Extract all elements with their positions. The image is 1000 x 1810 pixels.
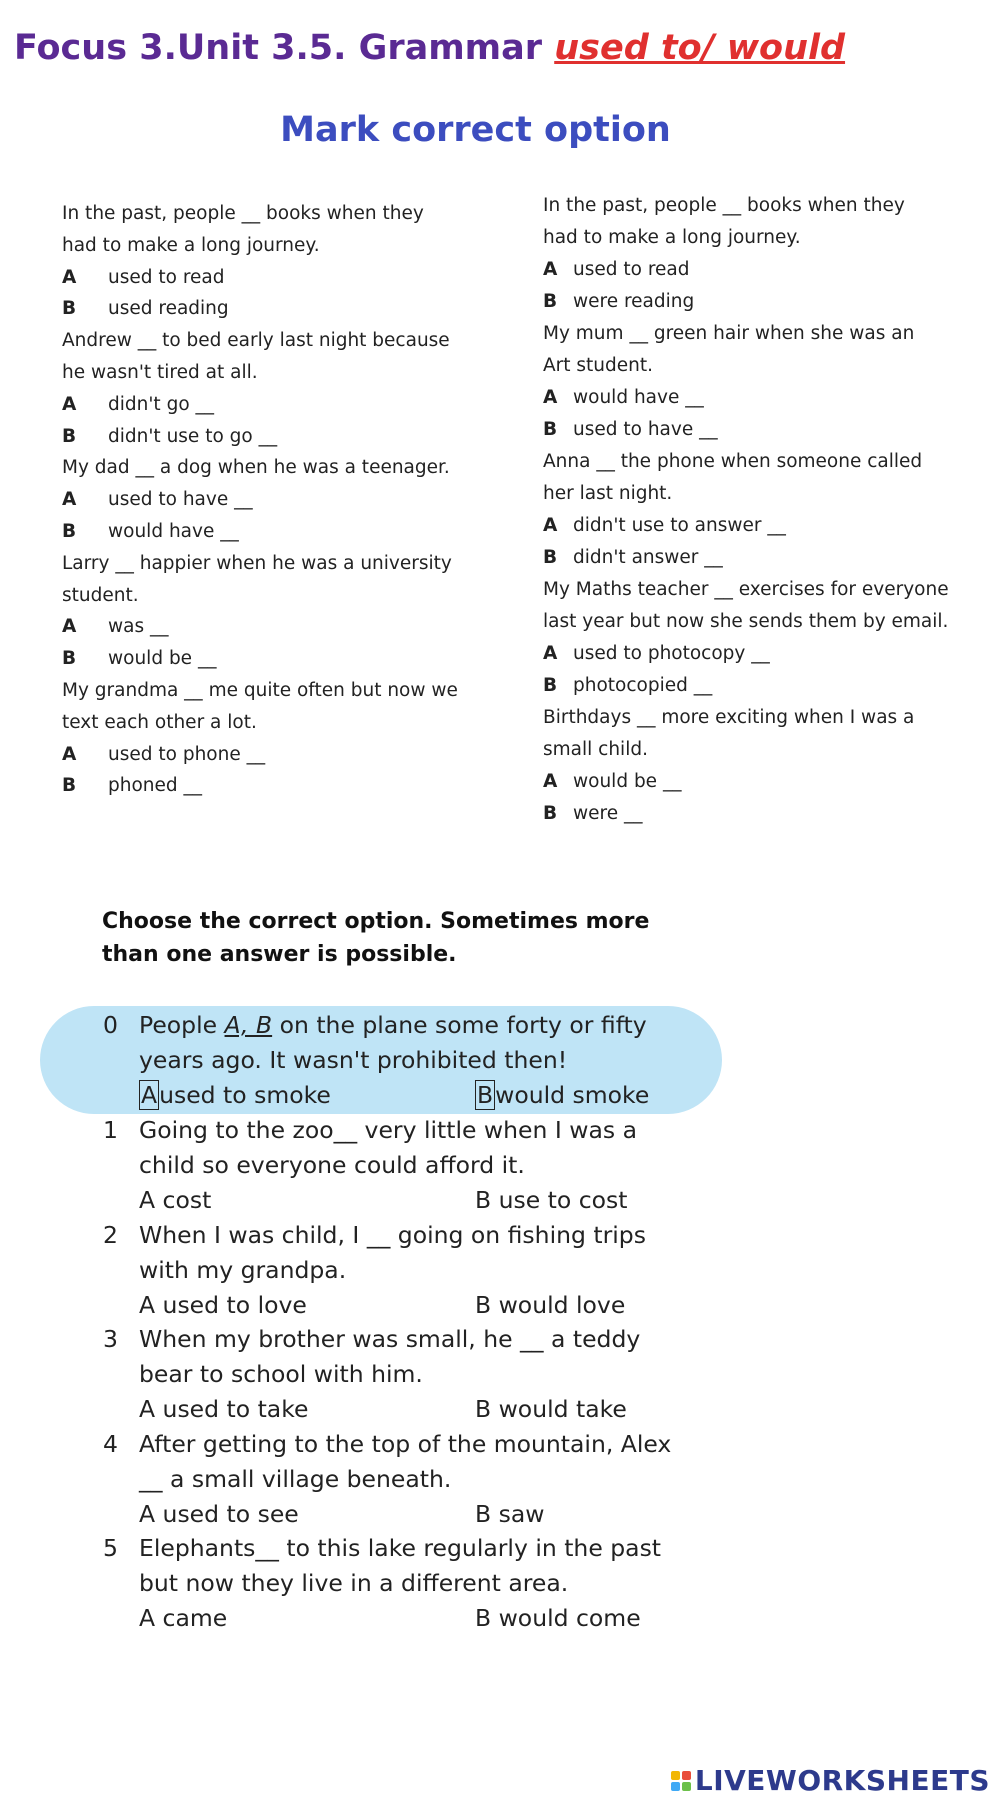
option-letter-box: A: [141, 1081, 158, 1109]
page-subtitle: Mark correct option: [280, 110, 671, 150]
option-letter: A: [62, 393, 77, 415]
option-letter-box: B: [477, 1081, 494, 1109]
option-b[interactable]: B saw: [475, 1499, 545, 1528]
option-text: didn't answer __: [573, 547, 723, 568]
item-question-line: years ago. It wasn't prohibited then!: [139, 1046, 568, 1074]
option-letter: B: [62, 298, 77, 320]
option-a[interactable]: A came: [139, 1604, 228, 1632]
option-letter: B: [62, 425, 77, 447]
option-b[interactable]: Bwould smoke: [477, 1081, 650, 1109]
option-letter: B: [543, 419, 558, 440]
question-line: text each other a lot.: [62, 711, 257, 733]
option-b[interactable]: [62, 426, 277, 447]
exercise-instruction: Choose the correct option. Sometimes more than one answer is possible.: [102, 909, 650, 967]
option-b[interactable]: [62, 648, 216, 669]
option-b[interactable]: B would take: [475, 1395, 627, 1423]
option-text: would be __: [108, 648, 217, 670]
option-text: were __: [573, 803, 643, 824]
option-a[interactable]: [62, 489, 253, 510]
question-line: last year but now she sends them by email.: [543, 611, 949, 632]
option-text: didn't go __: [108, 393, 215, 415]
question-line: student.: [62, 584, 139, 606]
option-text: used to read: [108, 266, 225, 288]
option-letter: A: [543, 387, 558, 408]
option-a[interactable]: [543, 259, 689, 280]
option-a[interactable]: [62, 616, 169, 637]
option-b[interactable]: [543, 547, 723, 568]
item-question-line: After getting to the top of the mountain, Alex: [139, 1429, 672, 1458]
option-letter: B: [62, 521, 77, 542]
option-letter: B: [543, 803, 558, 824]
logo-text: LIVEWORKSHEETS: [694, 1764, 990, 1797]
option-text: didn't use to go __: [108, 425, 278, 447]
item-question-line: Elephants__ to this lake regularly in the past: [139, 1534, 662, 1562]
option-letter: B: [62, 775, 77, 797]
option-text: used to phone __: [108, 743, 266, 765]
item-number: 5: [103, 1534, 118, 1562]
option-text: didn't use to answer __: [573, 515, 786, 536]
item-number: 1: [103, 1116, 118, 1144]
item-question-line: __ a small village beneath.: [139, 1464, 452, 1493]
item-question-line: When my brother was small, he __ a teddy: [139, 1325, 641, 1353]
item-number: 0: [103, 1011, 118, 1039]
logo-square: [671, 1782, 680, 1791]
option-b[interactable]: [543, 675, 712, 696]
item-question-line: Going to the zoo__ very little when I was a: [139, 1116, 637, 1144]
logo-square: [682, 1782, 691, 1791]
logo-square: [671, 1771, 680, 1780]
item-question-line: child so everyone could afford it.: [139, 1151, 525, 1179]
option-b[interactable]: [543, 419, 718, 440]
option-letter: A: [543, 771, 558, 792]
option-a[interactable]: [543, 643, 770, 664]
option-letter: B: [543, 547, 558, 568]
question-line: Art student.: [543, 355, 653, 376]
liveworksheets-logo: [671, 1764, 990, 1797]
option-letter: A: [62, 489, 77, 511]
option-b[interactable]: [543, 803, 642, 824]
item-number: 4: [103, 1429, 118, 1458]
option-a[interactable]: A used to take: [139, 1395, 309, 1423]
question-line: In the past, people __ books when they: [543, 195, 905, 216]
option-b[interactable]: B would come: [475, 1604, 641, 1632]
question-line: Birthdays __ more exciting when I was a: [543, 707, 915, 728]
item-question-line: but now they live in a different area.: [139, 1569, 569, 1597]
item-question-line: bear to school with him.: [139, 1360, 423, 1388]
option-text: would have __: [108, 521, 239, 542]
option-text: photocopied __: [573, 675, 713, 696]
question-line: Larry __ happier when he was a university: [62, 552, 452, 574]
option-a[interactable]: [62, 744, 265, 765]
question-line: had to make a long journey.: [62, 234, 320, 256]
option-letter: A: [543, 515, 558, 536]
option-text: used to have __: [573, 419, 718, 440]
option-letter: A: [543, 259, 558, 280]
option-a[interactable]: A cost: [139, 1186, 212, 1214]
option-b[interactable]: B would love: [475, 1290, 626, 1319]
option-b[interactable]: [62, 298, 229, 319]
option-a[interactable]: [62, 394, 214, 415]
option-text: would be __: [573, 771, 682, 792]
option-letter: A: [543, 643, 558, 664]
option-text: would have __: [573, 387, 704, 408]
option-text: was __: [108, 616, 169, 638]
option-b[interactable]: [62, 521, 239, 542]
logo-icon: [671, 1771, 691, 1791]
option-letter: B: [543, 291, 558, 312]
option-b[interactable]: [543, 291, 694, 312]
option-b[interactable]: [62, 775, 202, 796]
option-text: used to read: [573, 259, 690, 280]
option-a[interactable]: [62, 267, 224, 288]
item-number: 3: [103, 1325, 118, 1353]
item-question-line: When I was child, I __ going on fishing trips: [139, 1220, 646, 1249]
option-letter: B: [543, 675, 558, 696]
option-letter: A: [62, 743, 77, 765]
example-answer: A, B: [224, 1011, 273, 1039]
question-line: small child.: [543, 739, 648, 760]
question-line: My Maths teacher __ exercises for everyone: [543, 579, 949, 600]
option-a[interactable]: [543, 515, 786, 536]
option-a[interactable]: [543, 387, 704, 408]
option-a[interactable]: Aused to smoke: [141, 1081, 331, 1109]
question-line: Andrew __ to bed early last night because: [62, 330, 450, 352]
option-text: used to have __: [108, 489, 253, 511]
item-question-line: People A, B on the plane some forty or fifty: [139, 1011, 647, 1039]
question-line: her last night.: [543, 483, 673, 504]
question-line: My dad __ a dog when he was a teenager.: [62, 457, 450, 479]
option-a[interactable]: A used to love: [139, 1290, 307, 1319]
option-text: used reading: [108, 298, 229, 320]
question-line: Anna __ the phone when someone called: [543, 451, 923, 472]
question-line: My grandma __ me quite often but now we: [62, 680, 458, 701]
option-letter: A: [62, 266, 77, 288]
question-line: In the past, people __ books when they: [62, 203, 424, 224]
option-b[interactable]: B use to cost: [475, 1186, 628, 1214]
item-question-line: with my grandpa.: [139, 1255, 347, 1284]
option-text: used to photocopy __: [573, 643, 770, 664]
question-line: had to make a long journey.: [543, 227, 801, 248]
question-line: he wasn't tired at all.: [62, 362, 258, 383]
option-a[interactable]: [543, 771, 681, 792]
option-letter: A: [62, 616, 77, 638]
option-text: were reading: [573, 291, 695, 312]
option-letter: B: [62, 648, 77, 670]
logo-square: [682, 1771, 691, 1780]
option-a[interactable]: A used to see: [139, 1499, 299, 1528]
option-text: phoned __: [108, 775, 203, 797]
page-title: Focus 3.Unit 3.5. Grammar used to/ would: [14, 28, 846, 68]
title-highlight: used to/ would: [554, 28, 846, 68]
item-number: 2: [103, 1220, 118, 1249]
question-line: My mum __ green hair when she was an: [543, 323, 915, 344]
